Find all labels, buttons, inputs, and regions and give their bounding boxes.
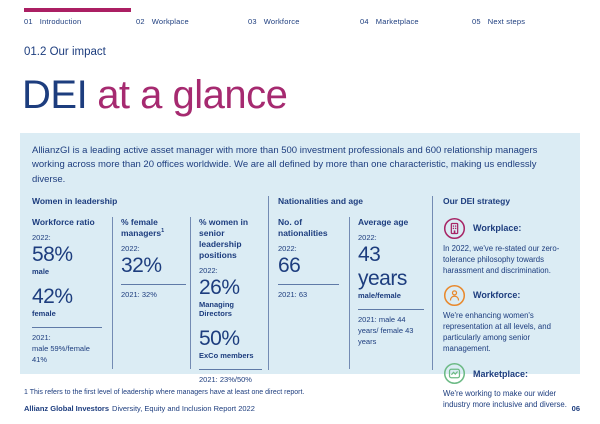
group-heading: Our DEI strategy [443,195,511,206]
strategy-item-workplace [443,217,568,276]
nav-item-workplace[interactable] [136,8,248,26]
stat-value: 66 [278,253,301,277]
stat-title: % female managers$^1$ [121,216,165,238]
stat-value-exco: 50% [199,327,240,351]
prev-year-value: 2021: 23%/50% [199,375,252,385]
nav-item-workforce[interactable] [248,8,360,26]
year-label: 2022: [278,243,297,253]
nav-label: Workplace [151,17,189,26]
prev-year-value: 2021: 32% [121,289,157,299]
nav-item-introduction[interactable] [24,8,136,26]
year-label: 2022: [358,232,377,242]
year-label: 2022: [199,265,218,275]
title-part-dei: DEI [22,73,88,117]
prev-year-value: 2021: male 44 years/ female 43 years [358,315,414,346]
divider [358,309,424,310]
strategy-label: Workplace: [473,223,522,234]
nav-number: 04 [360,17,369,26]
stat-value: 43 years [358,242,407,290]
building-icon [443,217,466,240]
strategy-text: We're working to make our wider industry more inclusive and diverse. [443,389,567,410]
top-nav [24,8,600,26]
prev-year-value: male 59%/female 41% [32,343,90,364]
strategy-label: Marketplace: [473,368,529,379]
stat-senior-leadership [190,216,268,385]
footnote-marker: 1 [161,227,165,234]
stat-label-exco: ExCo members [199,351,254,361]
active-tab-indicator [24,8,131,12]
prev-year-label: 2021: [32,333,51,343]
nav-label: Next steps [487,17,526,26]
person-icon [443,284,466,307]
page-title [22,72,287,118]
divider [278,284,339,285]
intro-paragraph: AllianzGI is a leading active asset manager with more than 500 investment professionals and 600 relationship managers working across more than 20 offices worldwide. We are all defined by more than one characteristic, making us endlessly diverse. [32,145,538,185]
stat-label-female: female [32,309,56,319]
nav-number: 01 [24,17,33,26]
group-heading: Women in leadership [32,195,118,206]
stat-title: Average age [358,216,409,227]
nav-label: Workforce [263,17,300,26]
strategy-label: Workforce: [473,290,521,301]
stat-value-male: 58% [32,242,73,266]
year-label: 2022: [32,232,51,242]
group-dei-strategy [432,195,568,410]
group-women-in-leadership [32,195,268,385]
stat-title: No. of nationalities [278,216,328,238]
stat-workforce-ratio [32,217,112,369]
strategy-text: We're enhancing women's representation at all levels, and particularly among senior management. [443,310,551,354]
chart-icon [443,362,466,385]
nav-number: 02 [136,17,145,26]
section-label: 01.2 Our impact [24,46,106,58]
group-heading: Nationalities and age [278,195,364,206]
stat-value-female: 42% [32,284,73,308]
footer-brand: Allianz Global Investors [24,404,110,413]
title-part-at-a-glance: at a glance [97,73,288,117]
nav-label: Marketplace [375,17,419,26]
stat-title: Workforce ratio [32,216,95,227]
footnote: 1 This refers to the first level of leadership where managers have at least one direct report. [24,389,305,396]
page-footer [24,404,580,413]
footer-report-title [24,404,255,413]
stat-label: male/female [358,291,401,301]
stat-title: % women in senior leadership positions [199,216,249,260]
footer-report-name: Diversity, Equity and Inclusion Report 2022 [112,404,255,413]
stat-label-md: Managing Directors [199,300,234,319]
strategy-item-workforce [443,284,568,354]
stat-value: 32% [121,253,162,277]
stat-value-md: 26% [199,275,240,299]
prev-year-value: 2021: 63 [278,289,308,299]
divider [199,369,262,370]
year-label: 2022: [121,243,140,253]
stat-female-managers [112,217,190,369]
nav-item-next-steps[interactable] [472,8,584,26]
group-nationalities-and-age [268,196,432,370]
stat-average-age [349,217,432,369]
strategy-text: In 2022, we've re-stated our zero-tolerance philosophy towards harassment and discrimination. [443,243,560,275]
nav-number: 03 [248,17,257,26]
stat-label-male: male [32,266,50,276]
nav-number: 05 [472,17,481,26]
stat-nationalities [278,217,349,369]
nav-label: Introduction [39,17,82,26]
divider [32,327,102,328]
nav-item-marketplace[interactable] [360,8,472,26]
divider [121,284,186,285]
page-number: 06 [571,404,580,413]
